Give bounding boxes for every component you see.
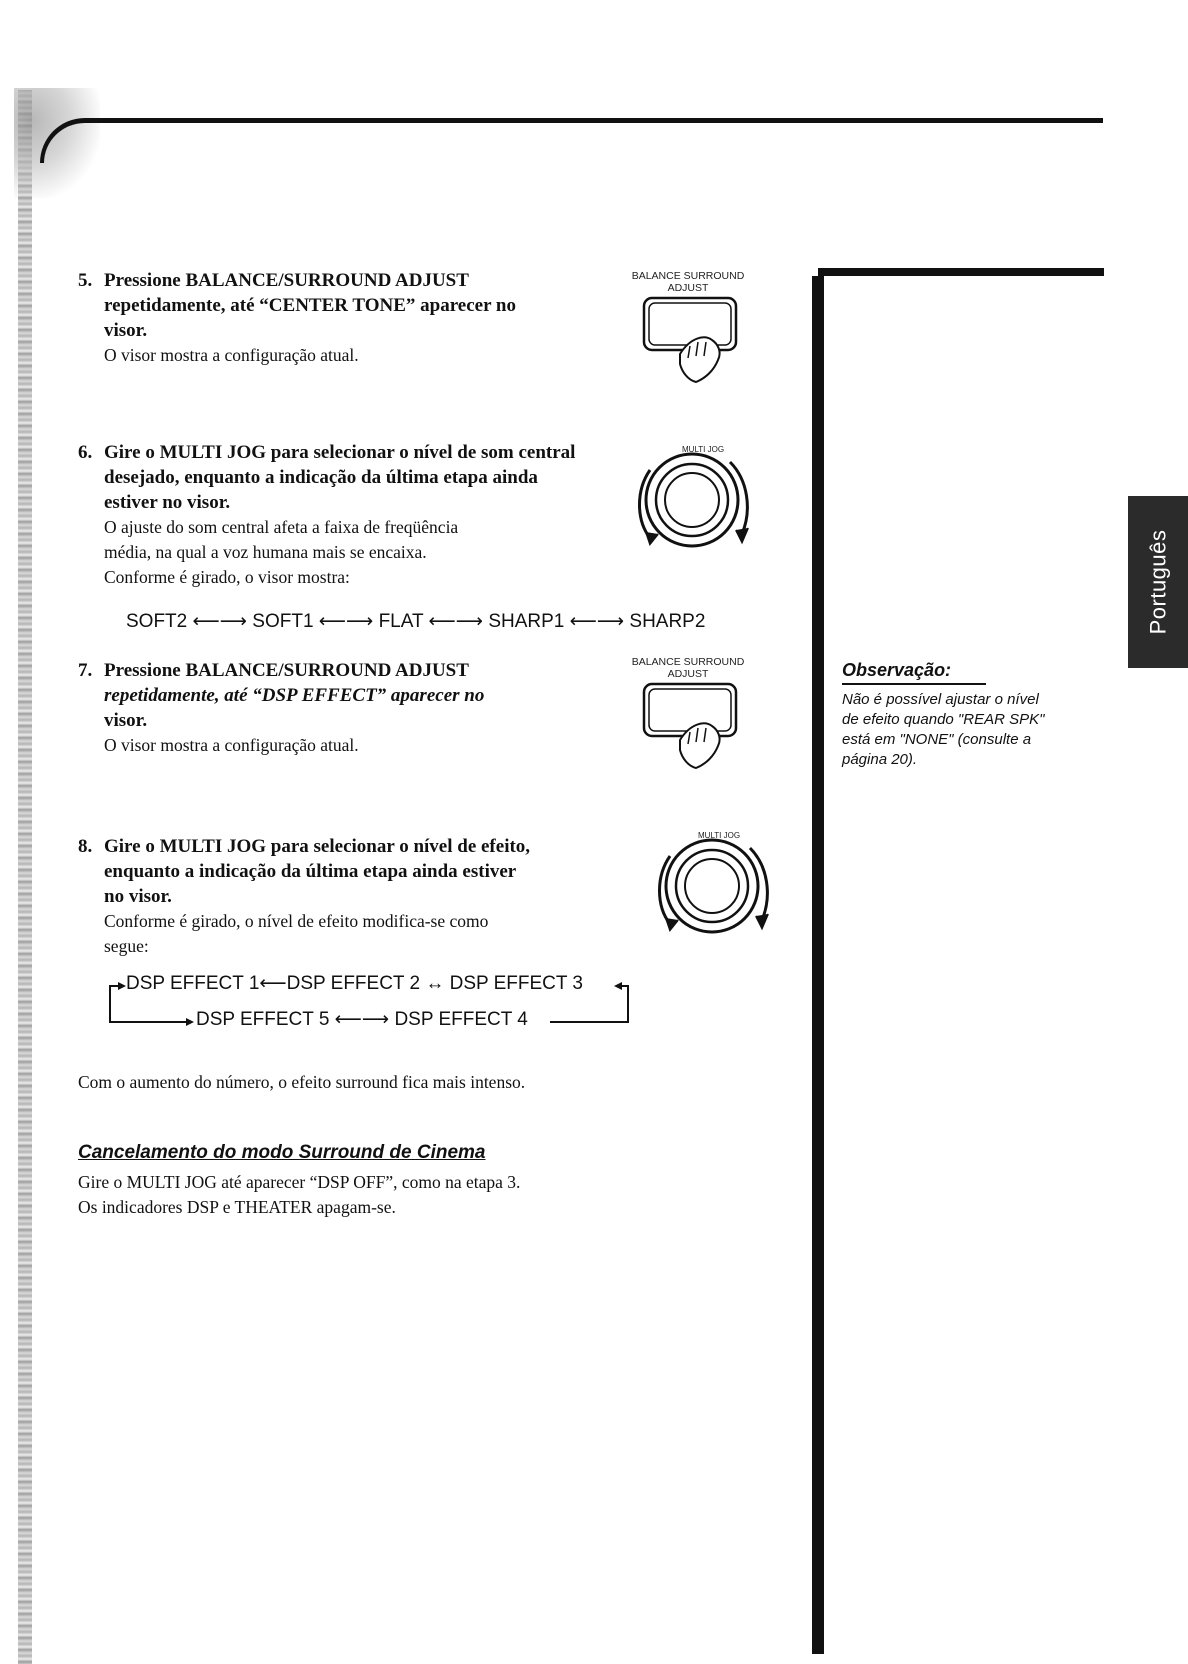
step-text-line: O visor mostra a configuração atual. [104,735,359,755]
multi-jog-illustration-2 [640,826,800,943]
balance-surround-button-illustration-2 [618,656,758,785]
step-text-line: Conforme é girado, o visor mostra: [104,567,350,587]
step-bold-line: visor. [104,710,148,731]
sequence-item: SOFT2 [126,611,188,632]
step-number: 7. [78,660,93,681]
language-tab-label: Português [1145,529,1171,635]
note-line: Não é possível ajustar o nível [842,691,1039,708]
cancel-section-heading: Cancelamento do modo Surround de Cinema [78,1142,486,1163]
step-bold-line: Gire o MULTI JOG para selecionar o nível de efeito, [104,836,531,857]
step-number: 6. [78,442,93,463]
top-rule [85,118,1103,123]
sequence-item: DSP EFFECT 2 [286,973,421,994]
sequence-item: DSP EFFECT 4 [394,1009,528,1030]
sequence-item: SHARP1 [488,611,565,632]
note-column-top-rule [818,268,1104,276]
step-text-line: Conforme é girado, o nível de efeito modifica-se como [104,911,489,931]
step-7 [78,658,638,758]
step-bold-line: no visor. [104,886,172,907]
note-line: de efeito quando "REAR SPK" [842,711,1045,728]
effect-intensity-note: Com o aumento do número, o efeito surround fica mais intenso. [78,1072,526,1092]
button-label: BALANCE SURROUND [631,656,745,668]
button-label: BALANCE SURROUND [631,270,745,282]
step-8 [78,834,638,959]
step-5 [78,268,638,368]
double-arrow-icon: ⟵⟶ [428,611,489,632]
double-arrow-icon: ⟵⟶ [334,1009,390,1030]
step-bold-line: repetidamente, até “DSP EFFECT” aparecer no [104,685,485,706]
jog-label: MULTI JOG [682,445,725,454]
step-bold-line: visor. [104,320,148,341]
note-body [842,690,1102,770]
step-text-line: O visor mostra a configuração atual. [104,345,359,365]
button-press-icon [618,680,758,780]
step-number: 5. [78,270,93,291]
button-label-adjust: ADJUST [667,282,709,294]
step-bold-line: enquanto a indicação da última etapa ainda estiver [104,861,517,882]
language-tab [1128,496,1188,668]
step-bold-line: desejado, enquanto a indicação da última etapa ainda [104,467,538,488]
note-title-underline [842,683,986,685]
step-number: 8. [78,836,93,857]
cancel-text-line: Gire o MULTI JOG até aparecer “DSP OFF”, como na etapa 3. [78,1172,521,1192]
step-text-line: O ajuste do som central afeta a faixa de freqüência [104,517,459,537]
multi-jog-icon [640,826,800,938]
binding-edge [18,90,32,1664]
column-divider [812,276,824,1654]
step-text-line: segue: [104,936,149,956]
sequence-item: SHARP2 [629,611,706,632]
sequence-item: DSP EFFECT 3 [449,973,583,994]
note-line: está em "NONE" (consulte a [842,731,1032,748]
step-bold-line: Pressione BALANCE/SURROUND ADJUST [104,270,469,291]
jog-label: MULTI JOG [698,831,741,840]
cancel-section-body [78,1170,698,1220]
step-bold-line: repetidamente, até “CENTER TONE” aparecer no [104,295,516,316]
sequence-item: DSP EFFECT 5 [196,1009,330,1030]
dsp-row-2 [196,1008,528,1031]
sequence-item: FLAT [378,611,424,632]
cancel-text-line: Os indicadores DSP e THEATER apagam-se. [78,1197,396,1217]
note-title: Observação: [842,660,952,680]
note-line: página 20). [842,751,918,768]
multi-jog-icon [620,440,780,552]
balance-surround-button-illustration [618,270,758,399]
double-arrow-icon: ⟵⟶ [318,611,379,632]
double-arrow-icon: ⟵⟶ [569,611,630,632]
multi-jog-illustration [620,440,780,557]
step-bold-line: estiver no visor. [104,492,231,513]
step-text-line: média, na qual a voz humana mais se encaixa. [104,542,427,562]
step-bold-line: Pressione BALANCE/SURROUND ADJUST [104,660,469,681]
dsp-row-1 [126,972,583,995]
sequence-item: SOFT1 [252,611,314,632]
button-press-icon [618,294,758,394]
double-arrow-icon: ⟵⟶ [192,611,253,632]
double-arrow-icon: ↔ [425,973,445,994]
arrow-icon: ⟵ [259,973,287,994]
dsp-effect-cycle [100,970,640,1040]
sequence-item: DSP EFFECT 1 [126,973,260,994]
button-label-adjust: ADJUST [667,668,709,680]
step-6 [78,440,638,590]
center-tone-sequence [126,610,705,633]
step-bold-line: Gire o MULTI JOG para selecionar o nível de som central [104,442,576,463]
